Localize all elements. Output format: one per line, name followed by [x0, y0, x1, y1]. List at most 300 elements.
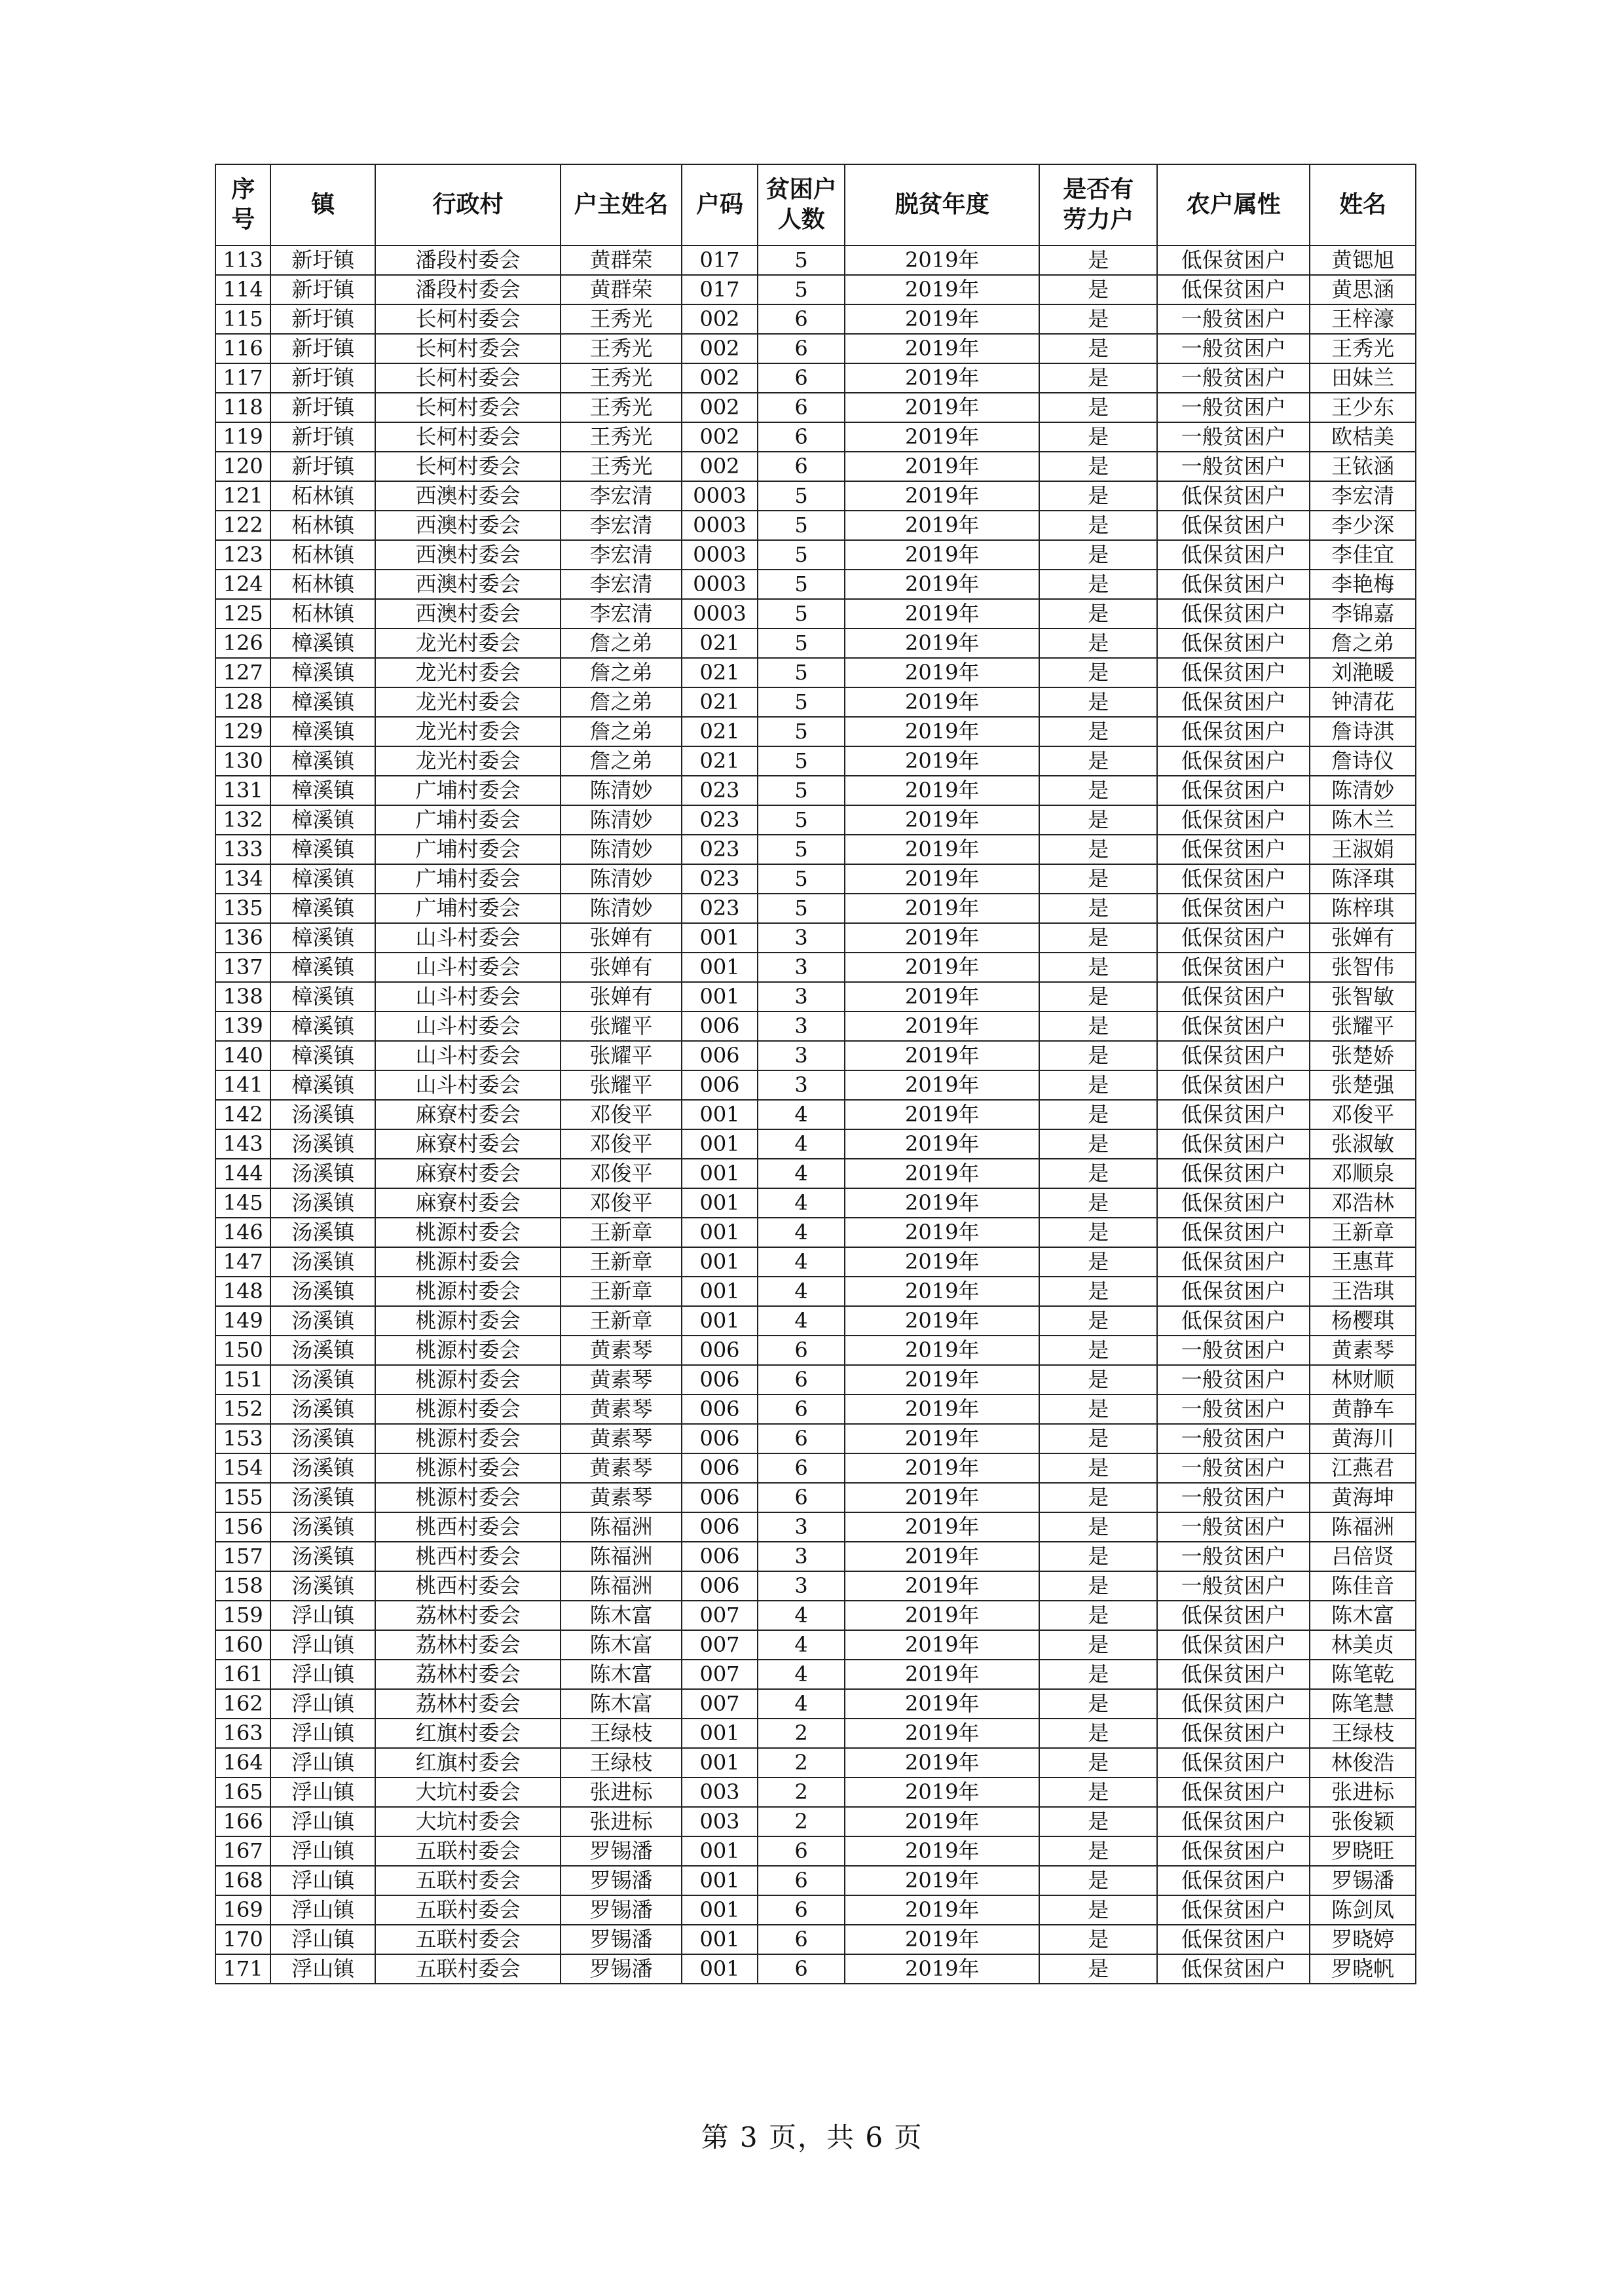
cell-name: 陈佳音 — [1310, 1571, 1416, 1601]
cell-householder: 李宏清 — [561, 570, 682, 599]
cell-seq: 119 — [215, 422, 270, 452]
cell-household-type: 一般贫困户 — [1157, 1542, 1310, 1571]
cell-has-labor: 是 — [1039, 540, 1157, 570]
table-row — [215, 717, 1416, 746]
cell-town: 汤溪镇 — [270, 1365, 375, 1394]
cell-householder: 黄素琴 — [561, 1336, 682, 1365]
table-row — [215, 1306, 1416, 1336]
cell-householder: 陈清妙 — [561, 894, 682, 923]
cell-name: 欧桔美 — [1310, 422, 1416, 452]
cell-seq: 139 — [215, 1011, 270, 1041]
cell-householder: 李宏清 — [561, 540, 682, 570]
cell-village: 西澳村委会 — [375, 599, 561, 629]
cell-village: 山斗村委会 — [375, 1070, 561, 1100]
cell-town: 汤溪镇 — [270, 1218, 375, 1247]
cell-household-size: 5 — [758, 658, 845, 687]
cell-household-type: 低保贫困户 — [1157, 511, 1310, 540]
cell-householder: 邓俊平 — [561, 1100, 682, 1129]
cell-village: 麻寮村委会 — [375, 1188, 561, 1218]
cell-has-labor: 是 — [1039, 570, 1157, 599]
cell-name: 张智敏 — [1310, 982, 1416, 1011]
cell-has-labor: 是 — [1039, 1512, 1157, 1542]
cell-seq: 153 — [215, 1424, 270, 1453]
cell-householder: 王秀光 — [561, 363, 682, 393]
cell-householder: 王秀光 — [561, 304, 682, 334]
cell-exit-year: 2019年 — [845, 540, 1039, 570]
cell-household-size: 5 — [758, 864, 845, 894]
cell-seq: 133 — [215, 835, 270, 864]
cell-name: 陈福洲 — [1310, 1512, 1416, 1542]
cell-village: 桃源村委会 — [375, 1424, 561, 1453]
cell-household-type: 低保贫困户 — [1157, 1895, 1310, 1925]
cell-town: 樟溪镇 — [270, 894, 375, 923]
cell-has-labor: 是 — [1039, 982, 1157, 1011]
cell-household-size: 6 — [758, 1394, 845, 1424]
cell-exit-year: 2019年 — [845, 1100, 1039, 1129]
cell-household-code: 021 — [682, 746, 758, 776]
cell-household-type: 一般贫困户 — [1157, 363, 1310, 393]
cell-name: 张婵有 — [1310, 923, 1416, 953]
cell-household-type: 一般贫困户 — [1157, 393, 1310, 422]
cell-name: 邓俊平 — [1310, 1100, 1416, 1129]
cell-town: 汤溪镇 — [270, 1453, 375, 1483]
cell-exit-year: 2019年 — [845, 363, 1039, 393]
cell-town: 汤溪镇 — [270, 1129, 375, 1159]
table-row — [215, 275, 1416, 304]
cell-name: 张楚娇 — [1310, 1041, 1416, 1070]
table-row — [215, 953, 1416, 982]
cell-exit-year: 2019年 — [845, 1807, 1039, 1836]
header-has-labor: 是否有劳力户 — [1039, 164, 1157, 246]
cell-household-code: 001 — [682, 1277, 758, 1306]
cell-has-labor: 是 — [1039, 1394, 1157, 1424]
cell-town: 樟溪镇 — [270, 776, 375, 805]
cell-household-type: 一般贫困户 — [1157, 1365, 1310, 1394]
cell-has-labor: 是 — [1039, 1453, 1157, 1483]
cell-has-labor: 是 — [1039, 1041, 1157, 1070]
cell-seq: 131 — [215, 776, 270, 805]
cell-householder: 黄素琴 — [561, 1394, 682, 1424]
table-row — [215, 1100, 1416, 1129]
cell-town: 樟溪镇 — [270, 629, 375, 658]
cell-household-code: 006 — [682, 1365, 758, 1394]
cell-village: 广埔村委会 — [375, 835, 561, 864]
table-row — [215, 1188, 1416, 1218]
cell-seq: 164 — [215, 1748, 270, 1777]
cell-village: 桃西村委会 — [375, 1571, 561, 1601]
cell-town: 汤溪镇 — [270, 1512, 375, 1542]
cell-exit-year: 2019年 — [845, 334, 1039, 363]
cell-exit-year: 2019年 — [845, 864, 1039, 894]
cell-town: 新圩镇 — [270, 393, 375, 422]
cell-town: 新圩镇 — [270, 422, 375, 452]
table-row — [215, 658, 1416, 687]
cell-exit-year: 2019年 — [845, 599, 1039, 629]
cell-name: 王少东 — [1310, 393, 1416, 422]
cell-household-size: 5 — [758, 894, 845, 923]
cell-village: 荔林村委会 — [375, 1630, 561, 1660]
cell-household-size: 5 — [758, 687, 845, 717]
cell-has-labor: 是 — [1039, 1070, 1157, 1100]
cell-exit-year: 2019年 — [845, 1011, 1039, 1041]
cell-seq: 142 — [215, 1100, 270, 1129]
cell-has-labor: 是 — [1039, 1011, 1157, 1041]
cell-exit-year: 2019年 — [845, 1601, 1039, 1630]
cell-has-labor: 是 — [1039, 1925, 1157, 1954]
cell-town: 汤溪镇 — [270, 1188, 375, 1218]
cell-householder: 王绿枝 — [561, 1748, 682, 1777]
cell-village: 长柯村委会 — [375, 363, 561, 393]
cell-household-type: 低保贫困户 — [1157, 1129, 1310, 1159]
cell-household-type: 低保贫困户 — [1157, 1777, 1310, 1807]
cell-household-size: 5 — [758, 599, 845, 629]
cell-name: 罗晓婷 — [1310, 1925, 1416, 1954]
cell-village: 龙光村委会 — [375, 658, 561, 687]
cell-name: 张智伟 — [1310, 953, 1416, 982]
cell-householder: 黄群荣 — [561, 275, 682, 304]
cell-village: 山斗村委会 — [375, 1041, 561, 1070]
cell-seq: 167 — [215, 1836, 270, 1866]
cell-exit-year: 2019年 — [845, 1866, 1039, 1895]
cell-household-code: 006 — [682, 1571, 758, 1601]
cell-has-labor: 是 — [1039, 275, 1157, 304]
cell-exit-year: 2019年 — [845, 511, 1039, 540]
cell-seq: 161 — [215, 1660, 270, 1689]
table-row — [215, 1660, 1416, 1689]
cell-household-type: 低保贫困户 — [1157, 835, 1310, 864]
cell-name: 黄锶旭 — [1310, 246, 1416, 275]
cell-householder: 陈福洲 — [561, 1571, 682, 1601]
table-row — [215, 923, 1416, 953]
table-row — [215, 1748, 1416, 1777]
cell-household-type: 低保贫困户 — [1157, 776, 1310, 805]
cell-household-type: 一般贫困户 — [1157, 1424, 1310, 1453]
cell-exit-year: 2019年 — [845, 1365, 1039, 1394]
table-row — [215, 1336, 1416, 1365]
cell-household-size: 4 — [758, 1218, 845, 1247]
table-row — [215, 304, 1416, 334]
cell-householder: 詹之弟 — [561, 717, 682, 746]
cell-village: 长柯村委会 — [375, 393, 561, 422]
cell-has-labor: 是 — [1039, 746, 1157, 776]
table-row — [215, 1129, 1416, 1159]
cell-has-labor: 是 — [1039, 1660, 1157, 1689]
cell-town: 汤溪镇 — [270, 1100, 375, 1129]
cell-seq: 141 — [215, 1070, 270, 1100]
cell-town: 汤溪镇 — [270, 1159, 375, 1188]
page-number-footer: 第 3 页，共 6 页 — [701, 2121, 923, 2153]
cell-seq: 124 — [215, 570, 270, 599]
cell-exit-year: 2019年 — [845, 1306, 1039, 1336]
cell-seq: 116 — [215, 334, 270, 363]
cell-household-size: 6 — [758, 393, 845, 422]
cell-household-type: 低保贫困户 — [1157, 1100, 1310, 1129]
table-row — [215, 1954, 1416, 1984]
cell-householder: 陈木富 — [561, 1689, 682, 1719]
cell-village: 桃源村委会 — [375, 1365, 561, 1394]
cell-name: 黄思涵 — [1310, 275, 1416, 304]
cell-village: 桃源村委会 — [375, 1277, 561, 1306]
cell-seq: 114 — [215, 275, 270, 304]
cell-name: 陈剑凤 — [1310, 1895, 1416, 1925]
cell-household-type: 低保贫困户 — [1157, 481, 1310, 511]
cell-exit-year: 2019年 — [845, 393, 1039, 422]
cell-exit-year: 2019年 — [845, 1159, 1039, 1188]
cell-household-type: 低保贫困户 — [1157, 570, 1310, 599]
cell-has-labor: 是 — [1039, 1777, 1157, 1807]
cell-village: 麻寮村委会 — [375, 1129, 561, 1159]
cell-household-size: 6 — [758, 304, 845, 334]
cell-seq: 170 — [215, 1925, 270, 1954]
cell-exit-year: 2019年 — [845, 1571, 1039, 1601]
table-body — [215, 246, 1416, 1984]
cell-name: 詹诗仪 — [1310, 746, 1416, 776]
cell-seq: 123 — [215, 540, 270, 570]
cell-name: 江燕君 — [1310, 1453, 1416, 1483]
cell-village: 长柯村委会 — [375, 304, 561, 334]
cell-town: 新圩镇 — [270, 334, 375, 363]
cell-exit-year: 2019年 — [845, 570, 1039, 599]
cell-village: 五联村委会 — [375, 1925, 561, 1954]
cell-village: 大坑村委会 — [375, 1777, 561, 1807]
cell-household-type: 低保贫困户 — [1157, 246, 1310, 275]
cell-seq: 148 — [215, 1277, 270, 1306]
cell-household-size: 5 — [758, 275, 845, 304]
cell-exit-year: 2019年 — [845, 1512, 1039, 1542]
poverty-household-table — [215, 164, 1416, 1984]
cell-name: 王绿枝 — [1310, 1719, 1416, 1748]
cell-household-code: 003 — [682, 1807, 758, 1836]
cell-household-type: 低保贫困户 — [1157, 1719, 1310, 1748]
cell-householder: 李宏清 — [561, 511, 682, 540]
cell-town: 浮山镇 — [270, 1601, 375, 1630]
cell-village: 山斗村委会 — [375, 923, 561, 953]
cell-has-labor: 是 — [1039, 1748, 1157, 1777]
cell-name: 陈笔慧 — [1310, 1689, 1416, 1719]
cell-householder: 王新章 — [561, 1277, 682, 1306]
cell-village: 荔林村委会 — [375, 1660, 561, 1689]
cell-household-size: 5 — [758, 629, 845, 658]
cell-seq: 166 — [215, 1807, 270, 1836]
cell-name: 李锦嘉 — [1310, 599, 1416, 629]
header-householder: 户主姓名 — [561, 164, 682, 246]
cell-exit-year: 2019年 — [845, 1777, 1039, 1807]
cell-name: 王梓濠 — [1310, 304, 1416, 334]
cell-name: 李宏清 — [1310, 481, 1416, 511]
table-row — [215, 1836, 1416, 1866]
cell-has-labor: 是 — [1039, 894, 1157, 923]
cell-householder: 张耀平 — [561, 1070, 682, 1100]
table-row — [215, 1218, 1416, 1247]
cell-has-labor: 是 — [1039, 1306, 1157, 1336]
cell-town: 樟溪镇 — [270, 717, 375, 746]
cell-name: 钟清花 — [1310, 687, 1416, 717]
cell-town: 柘林镇 — [270, 481, 375, 511]
table-row — [215, 1571, 1416, 1601]
cell-household-size: 5 — [758, 570, 845, 599]
cell-seq: 163 — [215, 1719, 270, 1748]
cell-seq: 162 — [215, 1689, 270, 1719]
cell-name: 王淑娟 — [1310, 835, 1416, 864]
cell-town: 汤溪镇 — [270, 1571, 375, 1601]
cell-household-size: 3 — [758, 982, 845, 1011]
cell-name: 王铱涵 — [1310, 452, 1416, 481]
cell-householder: 陈木富 — [561, 1660, 682, 1689]
cell-household-type: 一般贫困户 — [1157, 1336, 1310, 1365]
cell-householder: 王新章 — [561, 1247, 682, 1277]
cell-seq: 120 — [215, 452, 270, 481]
cell-householder: 王秀光 — [561, 393, 682, 422]
cell-village: 五联村委会 — [375, 1836, 561, 1866]
cell-household-size: 6 — [758, 1365, 845, 1394]
cell-household-type: 低保贫困户 — [1157, 746, 1310, 776]
cell-household-code: 007 — [682, 1630, 758, 1660]
table-row — [215, 1365, 1416, 1394]
table-row — [215, 1601, 1416, 1630]
cell-village: 桃源村委会 — [375, 1247, 561, 1277]
cell-household-type: 一般贫困户 — [1157, 334, 1310, 363]
cell-village: 大坑村委会 — [375, 1807, 561, 1836]
cell-seq: 118 — [215, 393, 270, 422]
cell-has-labor: 是 — [1039, 658, 1157, 687]
cell-seq: 137 — [215, 953, 270, 982]
cell-household-code: 017 — [682, 275, 758, 304]
cell-householder: 陈清妙 — [561, 805, 682, 835]
cell-exit-year: 2019年 — [845, 894, 1039, 923]
cell-household-size: 6 — [758, 1836, 845, 1866]
table-row — [215, 1247, 1416, 1277]
cell-household-code: 021 — [682, 658, 758, 687]
cell-exit-year: 2019年 — [845, 629, 1039, 658]
cell-village: 桃西村委会 — [375, 1542, 561, 1571]
cell-household-type: 低保贫困户 — [1157, 1159, 1310, 1188]
cell-household-code: 001 — [682, 1100, 758, 1129]
cell-exit-year: 2019年 — [845, 717, 1039, 746]
cell-household-code: 007 — [682, 1660, 758, 1689]
cell-exit-year: 2019年 — [845, 1925, 1039, 1954]
header-household-type: 农户属性 — [1157, 164, 1310, 246]
cell-household-size: 4 — [758, 1630, 845, 1660]
cell-seq: 158 — [215, 1571, 270, 1601]
table-row — [215, 1689, 1416, 1719]
cell-exit-year: 2019年 — [845, 1954, 1039, 1984]
cell-has-labor: 是 — [1039, 1719, 1157, 1748]
cell-household-type: 低保贫困户 — [1157, 1011, 1310, 1041]
table-row — [215, 1159, 1416, 1188]
cell-name: 林美贞 — [1310, 1630, 1416, 1660]
cell-village: 荔林村委会 — [375, 1601, 561, 1630]
cell-town: 樟溪镇 — [270, 805, 375, 835]
table-row — [215, 422, 1416, 452]
header-exit-year: 脱贫年度 — [845, 164, 1039, 246]
table-row — [215, 481, 1416, 511]
cell-householder: 罗锡潘 — [561, 1954, 682, 1984]
cell-household-type: 低保贫困户 — [1157, 923, 1310, 953]
cell-householder: 陈福洲 — [561, 1512, 682, 1542]
cell-name: 陈木富 — [1310, 1601, 1416, 1630]
cell-seq: 140 — [215, 1041, 270, 1070]
cell-exit-year: 2019年 — [845, 1129, 1039, 1159]
cell-has-labor: 是 — [1039, 1895, 1157, 1925]
cell-exit-year: 2019年 — [845, 746, 1039, 776]
cell-household-code: 001 — [682, 1218, 758, 1247]
cell-household-size: 5 — [758, 246, 845, 275]
cell-householder: 詹之弟 — [561, 687, 682, 717]
cell-householder: 陈木富 — [561, 1601, 682, 1630]
cell-village: 潘段村委会 — [375, 246, 561, 275]
cell-seq: 136 — [215, 923, 270, 953]
cell-seq: 160 — [215, 1630, 270, 1660]
header-town: 镇 — [270, 164, 375, 246]
cell-household-code: 002 — [682, 363, 758, 393]
table-row — [215, 246, 1416, 275]
cell-household-code: 001 — [682, 953, 758, 982]
cell-name: 张俊颖 — [1310, 1807, 1416, 1836]
cell-household-size: 5 — [758, 835, 845, 864]
cell-householder: 张婵有 — [561, 923, 682, 953]
cell-household-code: 006 — [682, 1041, 758, 1070]
cell-name: 黄静车 — [1310, 1394, 1416, 1424]
cell-name: 詹之弟 — [1310, 629, 1416, 658]
cell-village: 五联村委会 — [375, 1895, 561, 1925]
cell-householder: 陈木富 — [561, 1630, 682, 1660]
cell-has-labor: 是 — [1039, 1277, 1157, 1306]
cell-exit-year: 2019年 — [845, 1748, 1039, 1777]
cell-householder: 陈清妙 — [561, 835, 682, 864]
cell-exit-year: 2019年 — [845, 422, 1039, 452]
cell-household-code: 0003 — [682, 540, 758, 570]
table-row — [215, 1895, 1416, 1925]
cell-household-size: 6 — [758, 1866, 845, 1895]
table-row — [215, 334, 1416, 363]
cell-name: 詹诗淇 — [1310, 717, 1416, 746]
cell-village: 广埔村委会 — [375, 776, 561, 805]
cell-seq: 125 — [215, 599, 270, 629]
table-row — [215, 363, 1416, 393]
cell-household-code: 0003 — [682, 481, 758, 511]
cell-name: 王惠茸 — [1310, 1247, 1416, 1277]
cell-household-code: 021 — [682, 687, 758, 717]
cell-household-code: 001 — [682, 982, 758, 1011]
cell-household-code: 006 — [682, 1394, 758, 1424]
cell-seq: 169 — [215, 1895, 270, 1925]
table-row — [215, 1719, 1416, 1748]
cell-householder: 詹之弟 — [561, 658, 682, 687]
cell-exit-year: 2019年 — [845, 1719, 1039, 1748]
cell-town: 樟溪镇 — [270, 835, 375, 864]
header-village: 行政村 — [375, 164, 561, 246]
cell-exit-year: 2019年 — [845, 953, 1039, 982]
cell-household-size: 5 — [758, 511, 845, 540]
cell-name: 罗锡潘 — [1310, 1866, 1416, 1895]
cell-household-size: 4 — [758, 1188, 845, 1218]
cell-seq: 150 — [215, 1336, 270, 1365]
cell-household-type: 低保贫困户 — [1157, 1689, 1310, 1719]
cell-household-type: 低保贫困户 — [1157, 1866, 1310, 1895]
cell-seq: 134 — [215, 864, 270, 894]
cell-household-type: 低保贫困户 — [1157, 953, 1310, 982]
cell-village: 山斗村委会 — [375, 1011, 561, 1041]
cell-town: 柘林镇 — [270, 570, 375, 599]
cell-village: 山斗村委会 — [375, 953, 561, 982]
cell-household-code: 002 — [682, 334, 758, 363]
table-row — [215, 1483, 1416, 1512]
cell-householder: 邓俊平 — [561, 1159, 682, 1188]
cell-exit-year: 2019年 — [845, 1542, 1039, 1571]
cell-exit-year: 2019年 — [845, 1483, 1039, 1512]
cell-household-code: 001 — [682, 923, 758, 953]
cell-name: 陈木兰 — [1310, 805, 1416, 835]
